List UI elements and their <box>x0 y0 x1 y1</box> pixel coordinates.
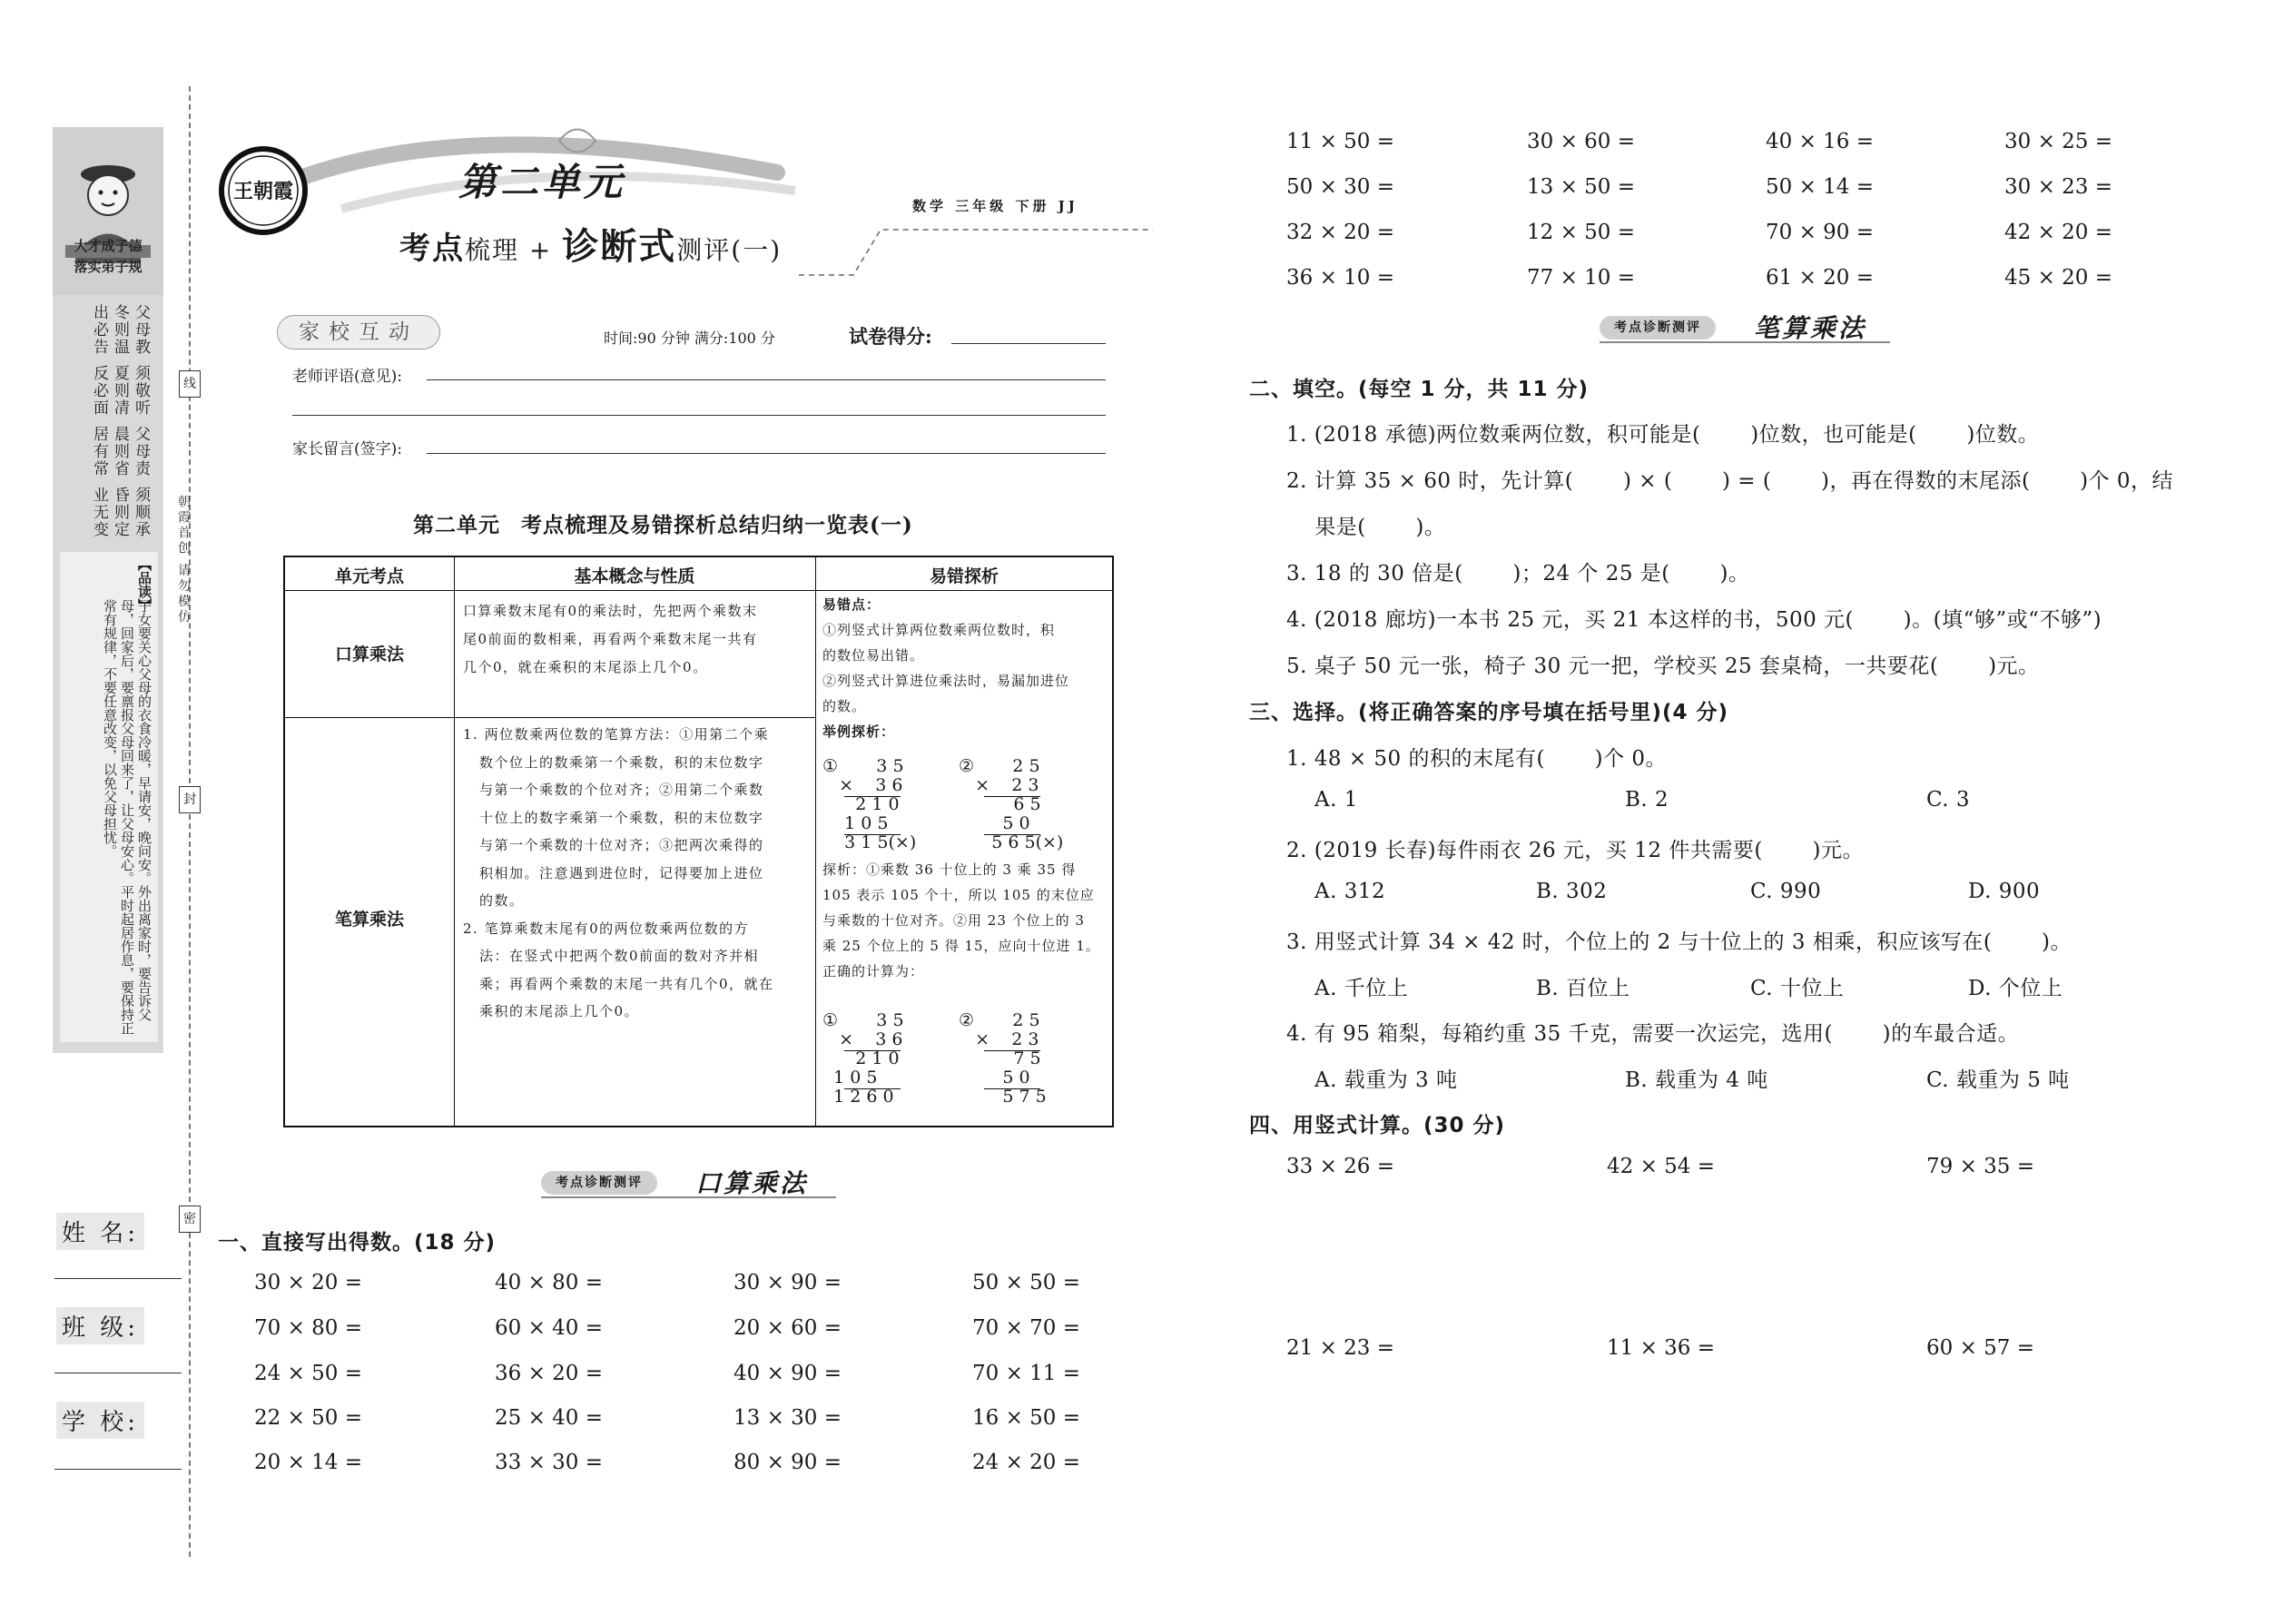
choice-question: 3. 用竖式计算 34 × 42 时，个位上的 2 与十位上的 3 相乘，积应该写在( )。 <box>1286 930 2072 954</box>
equation: 30 × 25 = <box>2004 130 2113 153</box>
choice-option: B. 载重为 4 吨 <box>1625 1068 1768 1092</box>
fill-question: 3. 18 的 30 倍是( )；24 个 25 是( )。 <box>1286 562 1750 586</box>
equation: 77 × 10 = <box>1527 266 1636 290</box>
choice-option: D. 900 <box>1968 880 2041 903</box>
right-calc-2: ② 2 5 × 2 3 7 5 5 0 5 7 5 <box>959 1010 1047 1107</box>
equation: 24 × 20 = <box>972 1451 1081 1474</box>
fill-question: 4. (2018 廊坊)一本书 25 元，买 21 本这样的书，500 元( )。(填“够”或“不够”) <box>1286 608 2102 632</box>
choice-question: 4. 有 95 箱梨，每箱约重 35 千克，需要一次运完，选用( )的车最合适。 <box>1286 1022 2020 1046</box>
choice-option: C. 载重为 5 吨 <box>1926 1068 2070 1092</box>
equation: 50 × 50 = <box>972 1271 1081 1294</box>
banner-title: 口算乘法 <box>695 1168 809 1198</box>
home-school-badge: 家校互动 <box>277 315 440 349</box>
reading-box <box>60 552 158 1042</box>
score-label: 试卷得分: <box>849 325 932 348</box>
equation: 61 × 20 = <box>1766 266 1875 290</box>
choice-question: 1. 48 × 50 的积的末尾有( )个 0。 <box>1286 747 1668 771</box>
verse-col: 居有常 <box>90 426 108 477</box>
verse-col: 出必告 <box>90 304 108 356</box>
summary-table <box>283 556 1114 1127</box>
summary-title: 第二单元 考点梳理及易错探析总结归纳一览表(一) <box>413 513 913 537</box>
choice-option: A. 载重为 3 吨 <box>1314 1068 1458 1092</box>
equation: 22 × 50 = <box>254 1406 363 1430</box>
motto-line-1: 大才成子德 <box>74 238 143 254</box>
equation: 30 × 20 = <box>254 1271 363 1294</box>
point-written: 笔算乘法 <box>334 910 404 930</box>
verse-col: 须顺承 <box>132 487 150 538</box>
vertical-calc-problem: 11 × 36 = <box>1607 1336 1716 1360</box>
equation: 33 × 30 = <box>495 1451 604 1474</box>
vertical-calc-problem: 42 × 54 = <box>1607 1155 1716 1178</box>
wrong-calc-1: ① 3 5 × 3 6 2 1 0 1 0 5 3 1 5(×) <box>822 756 917 852</box>
verse-col: 须敬听 <box>132 365 150 417</box>
equation: 45 × 20 = <box>2004 266 2113 290</box>
brand-logo <box>218 145 309 236</box>
cut-mark: 密 <box>179 1206 201 1233</box>
name-label: 姓 名: <box>56 1213 144 1250</box>
fill-question: 2. 计算 35 × 60 时，先计算( ) × ( ) = ( )，再在得数的末尾添( )个 0，结 <box>1286 469 2174 493</box>
choice-option: A. 312 <box>1314 880 1386 903</box>
header-cell: 易错探析 <box>929 566 999 586</box>
equation: 40 × 90 = <box>733 1362 842 1385</box>
equation: 40 × 80 = <box>495 1271 604 1294</box>
equation: 80 × 90 = <box>733 1451 842 1474</box>
parent-note-line[interactable] <box>427 453 1106 454</box>
motto-line-2: 落实弟子规 <box>74 259 143 275</box>
right-calc-1: ① 3 5 × 3 6 2 1 0 1 0 5 1 2 6 0 <box>822 1010 904 1107</box>
fill-question: 果是( )。 <box>1286 516 1446 539</box>
reading-label: 【品读】 <box>136 557 153 612</box>
fill-question: 5. 桌子 50 元一张，椅子 30 元一把，学校买 25 套桌椅，一共要花( )元。 <box>1286 655 2040 678</box>
equation: 40 × 16 = <box>1766 130 1875 153</box>
section-2-heading: 二、填空。(每空 1 分，共 11 分) <box>1249 378 1590 401</box>
equation: 42 × 20 = <box>2004 221 2113 244</box>
choice-option: B. 百位上 <box>1536 977 1630 1000</box>
binding-dash-line <box>189 86 191 1557</box>
equation: 70 × 90 = <box>1766 221 1875 244</box>
subtitle-part-d: 测评(一) <box>676 235 783 265</box>
verse-col: 夏则凊 <box>111 365 129 417</box>
choice-option: A. 1 <box>1314 788 1358 812</box>
equation: 36 × 20 = <box>495 1362 604 1385</box>
written-concept: 1. 两位数乘两位数的笔算方法：①用第二个乘 数个位上的数乘第一个乘数，积的末位数字 与第一个乘数的个位对齐；②用第二个乘数 十位上的数字乘第一个乘数，积的末位数字 与第一个乘数的十位对齐；③把两次乘得的 积相加。注意遇到进位时，记得要加上进位 的数。 2. 笔算乘数末尾有0的两位数乘两位数的方 法：在竖式中把两个数0前面的数对齐并相 乘；再看两个乘数的末尾一共有几个0，就在 乘积的末尾添上几个0。 <box>463 726 774 1019</box>
unit-title: 第二单元 <box>458 160 626 204</box>
equation: 20 × 60 = <box>733 1316 842 1340</box>
equation: 70 × 11 = <box>972 1362 1081 1385</box>
equation: 60 × 40 = <box>495 1316 604 1340</box>
banner-tag: 考点诊断测评 <box>1600 316 1716 340</box>
equation: 20 × 14 = <box>254 1451 363 1474</box>
wrong-calc-2: ② 2 5 × 2 3 6 5 5 0 5 6 5(×) <box>959 756 1064 852</box>
cut-mark: 线 <box>179 370 201 398</box>
equation: 70 × 80 = <box>254 1316 363 1340</box>
subtitle-part-c: 诊断式 <box>562 225 677 268</box>
verse-col: 冬则温 <box>111 304 129 356</box>
equation: 30 × 90 = <box>733 1271 842 1294</box>
section-3-heading: 三、选择。(将正确答案的序号填在括号里)(4 分) <box>1249 701 1729 724</box>
page-subtitle <box>399 218 782 270</box>
banner-title: 笔算乘法 <box>1754 313 1867 343</box>
equation: 32 × 20 = <box>1286 221 1395 244</box>
reading-text: 子女要关心父母的衣食冷暖，早请安，晚问安。外出离家时，要告诉父母，回家后，要禀报父母回来了，让父母安心。平时起居作息，要保持正常有规律，不要任意改变，以免父母担忧。 <box>102 599 153 1035</box>
section-1-heading: 一、直接写出得数。(18 分) <box>218 1231 497 1255</box>
written-multiplication-banner <box>1600 312 1895 341</box>
choice-option: C. 990 <box>1750 880 1822 903</box>
vertical-calc-problem: 21 × 23 = <box>1286 1336 1395 1360</box>
point-oral: 口算乘法 <box>334 645 404 664</box>
analysis-block: 探析：①乘数 36 十位上的 3 乘 35 得 105 表示 105 个十，所以 105 的末位应 与乘数的十位对齐。②用 23 个位上的 3 乘 25 个位上的 5 得 15，应向十位进 1。 正确的计算为： <box>822 861 1100 979</box>
equation: 70 × 70 = <box>972 1316 1081 1340</box>
choice-option: B. 302 <box>1536 880 1608 903</box>
oral-concept: 口算乘数末尾有0的乘法时，先把两个乘数末 尾0前面的数相乘，再看两个乘数末尾一共有 几个0，就在乘积的末尾添上几个0。 <box>463 603 758 675</box>
name-line[interactable] <box>54 1278 182 1279</box>
banner-tag: 考点诊断测评 <box>541 1171 657 1195</box>
verse-col: 父母责 <box>132 426 150 477</box>
choice-option: D. 个位上 <box>1968 977 2063 1000</box>
equation: 25 × 40 = <box>495 1406 604 1430</box>
verse-col: 昏则定 <box>111 487 129 538</box>
choice-option: B. 2 <box>1625 788 1669 812</box>
verse-col: 反必面 <box>90 365 108 417</box>
vertical-calc-problem: 33 × 26 = <box>1286 1155 1395 1178</box>
oral-multiplication-banner <box>541 1167 841 1196</box>
brand-logo-text: 王朝霞 <box>232 180 293 203</box>
verse-col: 业无变 <box>90 487 108 538</box>
equation: 50 × 14 = <box>1766 175 1875 199</box>
vertical-calc-problem: 79 × 35 = <box>1926 1155 2035 1178</box>
equation: 13 × 30 = <box>733 1406 842 1430</box>
equation: 30 × 60 = <box>1527 130 1636 153</box>
fill-question: 1. (2018 承德)两位数乘两位数，积可能是( )位数，也可能是( )位数。 <box>1286 423 2040 447</box>
subtitle-part-b: 梳理 + <box>465 235 563 265</box>
equation: 50 × 30 = <box>1286 175 1395 199</box>
course-meta: 数学 三年级 下册 JJ <box>912 198 1078 214</box>
equation: 24 × 50 = <box>254 1362 363 1385</box>
equation: 12 × 50 = <box>1527 221 1636 244</box>
subtitle-dash-decoration <box>799 204 1162 277</box>
errors-block: 易错点： ①列竖式计算两位数乘两位数时，积 的数位易出错。 ②列竖式计算进位乘法时，易漏加进位 的数。 举例探析： <box>822 596 1070 740</box>
equation: 16 × 50 = <box>972 1406 1081 1430</box>
equation: 11 × 50 = <box>1286 130 1395 153</box>
choice-option: C. 3 <box>1926 788 1971 812</box>
verse-col: 父母教 <box>132 304 150 356</box>
parent-note-label: 家长留言(签字): <box>292 440 402 458</box>
school-label: 学 校: <box>56 1402 144 1439</box>
exam-time-info: 时间:90 分钟 满分:100 分 <box>604 330 775 347</box>
verse-col: 晨则省 <box>111 426 129 477</box>
sidebar-panel <box>53 127 163 1053</box>
score-line[interactable] <box>951 343 1106 344</box>
equation: 36 × 10 = <box>1286 266 1395 290</box>
section-4-heading: 四、用竖式计算。(30 分) <box>1249 1114 1506 1137</box>
choice-option: A. 千位上 <box>1314 977 1409 1000</box>
equation: 13 × 50 = <box>1527 175 1636 199</box>
subtitle-part-a: 考点 <box>399 231 465 267</box>
teacher-comment-line-2[interactable] <box>292 415 1106 416</box>
cut-mark: 封 <box>179 786 201 813</box>
equation: 30 × 23 = <box>2004 175 2113 199</box>
copyright-note: 朝霞首创 请勿模仿 <box>176 495 191 625</box>
choice-option: C. 十位上 <box>1750 977 1845 1000</box>
teacher-comment-label: 老师评语(意见): <box>292 368 402 386</box>
class-label: 班 级: <box>56 1307 144 1344</box>
teacher-comment-line[interactable] <box>427 379 1106 380</box>
header-cell: 基本概念与性质 <box>574 566 695 586</box>
school-line[interactable] <box>54 1469 182 1470</box>
header-cell: 单元考点 <box>334 566 404 586</box>
choice-question: 2. (2019 长春)每件雨衣 26 元，买 12 件共需要( )元。 <box>1286 839 1864 862</box>
vertical-calc-problem: 60 × 57 = <box>1926 1336 2035 1360</box>
